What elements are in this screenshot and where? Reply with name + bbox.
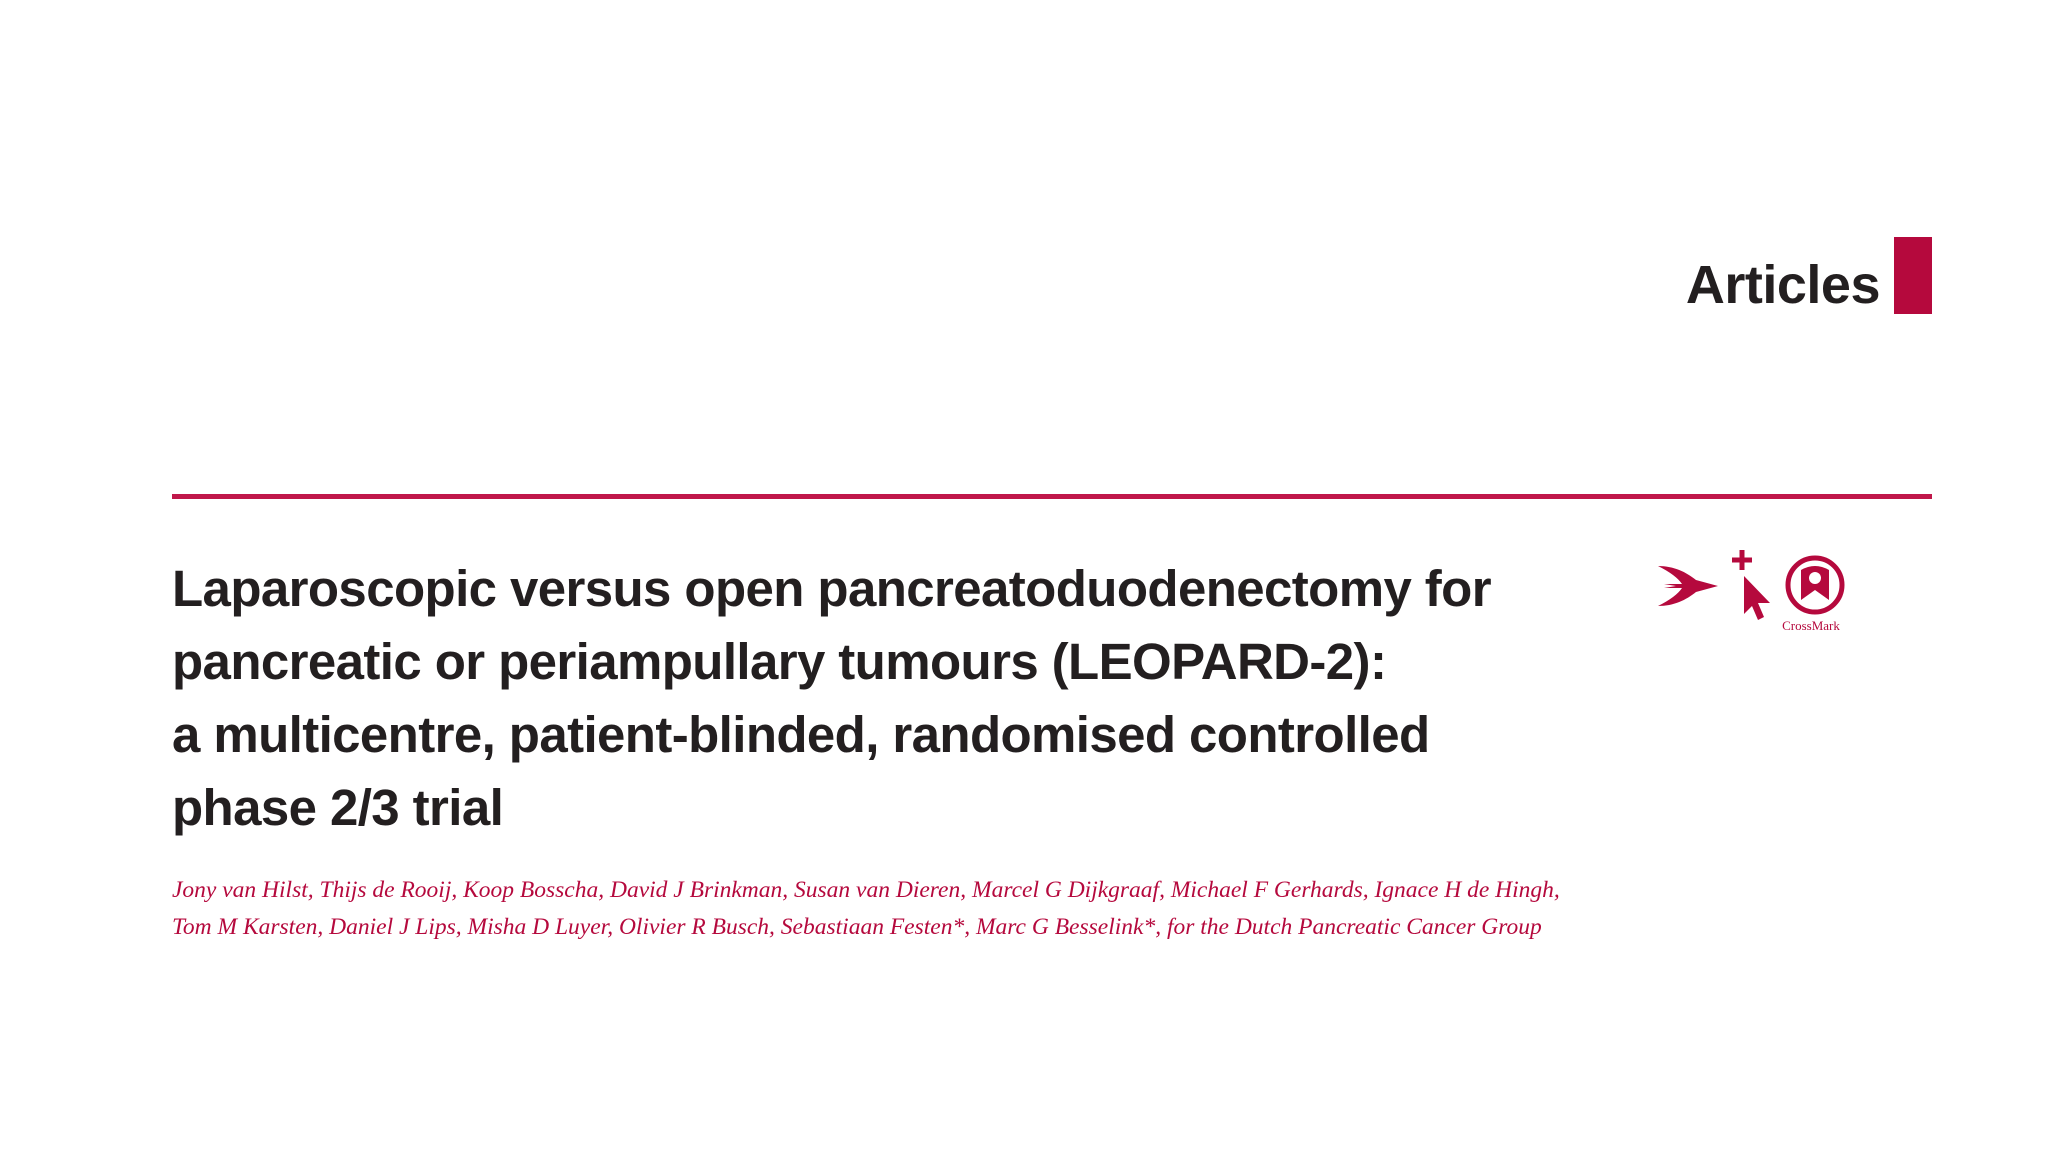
author-line: Jony van Hilst, Thijs de Rooij, Koop Bosscha, David J Brinkman, Susan van Dieren, Marcel G Dijkgraaf, Michael F Gerhards, Ignace H de Hingh, bbox=[172, 877, 1560, 903]
section-color-tab bbox=[1894, 237, 1932, 314]
crossmark-label: CrossMark bbox=[1782, 618, 1840, 633]
title-line: Laparoscopic versus open pancreatoduodenectomy for bbox=[172, 560, 1491, 617]
header-rule bbox=[172, 494, 1932, 499]
cursor-click-icon bbox=[1726, 548, 1776, 620]
title-line: a multicentre, patient-blinded, randomised controlled bbox=[172, 706, 1430, 763]
title-line: phase 2/3 trial bbox=[172, 779, 504, 836]
author-line: Tom M Karsten, Daniel J Lips, Misha D Luyer, Olivier R Busch, Sebastiaan Festen*, Marc G Besselink*, for the Dutch Pancreatic Cancer Group bbox=[172, 914, 1542, 940]
title-line: pancreatic or periampullary tumours (LEOPARD-2): bbox=[172, 633, 1387, 690]
author-list bbox=[172, 872, 1642, 946]
swallow-icon bbox=[1656, 558, 1722, 614]
article-title bbox=[172, 552, 1592, 844]
section-label: Articles bbox=[1685, 255, 1880, 315]
crossmark-icon[interactable] bbox=[1784, 554, 1846, 616]
